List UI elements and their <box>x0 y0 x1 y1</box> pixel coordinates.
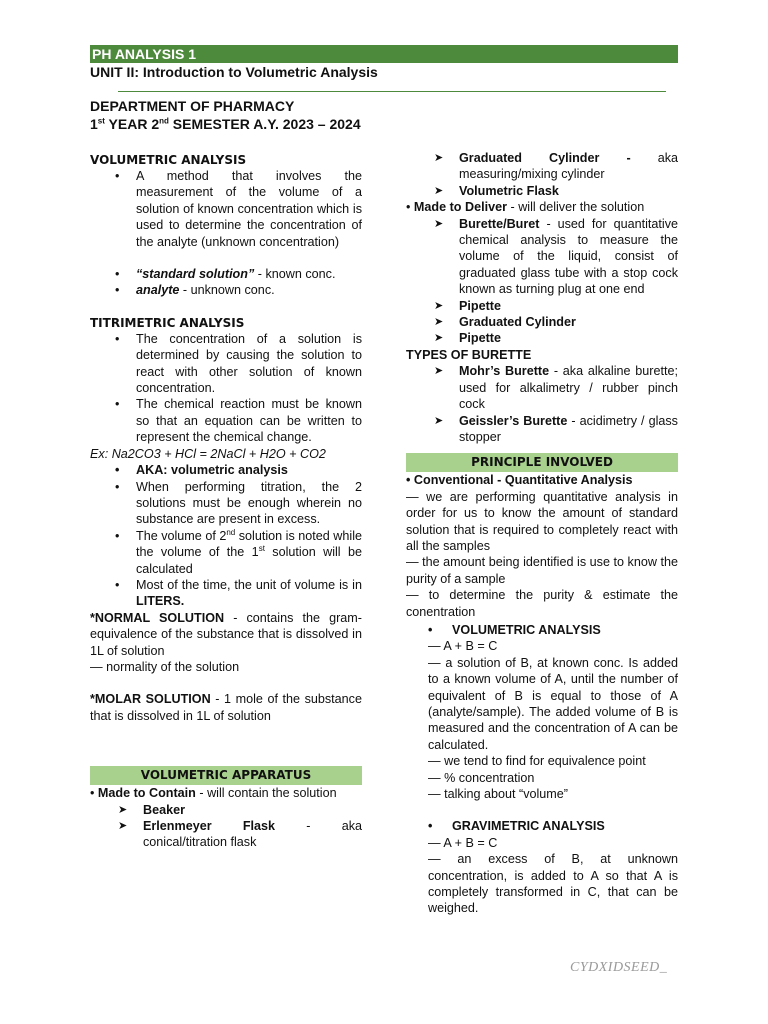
arrow-bullet-icon: ➤ <box>118 820 128 832</box>
volumetric-list <box>90 168 362 299</box>
department-name: DEPARTMENT OF PHARMACY <box>90 98 295 114</box>
list-item: • AKA: volumetric analysis <box>90 462 362 478</box>
department-block <box>90 97 361 133</box>
section-heading-volumetric: VOLUMETRIC ANALYSIS <box>90 153 247 167</box>
arrow-bullet-icon: ➤ <box>434 184 444 197</box>
list-item: • A method that involves the measurement of the volume of a solution of known concentration which is used to determine the concentration of the analyte (unknown concentration) <box>90 168 362 250</box>
conventional-line: — the amount being identified is use to know the purity of a sample <box>406 555 678 586</box>
conventional-line: — we are performing quantitative analysis in order for us to know the amount of standard solution that is required to completely react with all the samples <box>406 489 678 553</box>
arrow-bullet-icon: ➤ <box>434 332 444 345</box>
list-item: • The chemical reaction must be known so that an equation can be written to represent the chemical change. <box>90 396 362 445</box>
apparatus-item-erlenmeyer: ➤ Erlenmeyer Flask - aka conical/titration flask <box>118 819 363 850</box>
titrimetric-list <box>90 331 362 446</box>
burette-type-mohr: ➤ Mohr’s Burette - aka alkaline burette; used for alkalimetry / rubber pinch cock <box>434 364 678 412</box>
volumetric-line: — a solution of B, at known conc. Is added to a known volume of A, until the number of equivalent of B is equal to those of A (analyte/sample). The added volume of B is measured and the concentration of A can be calculated. <box>428 655 678 752</box>
volumetric-line: — we tend to find for equivalence point <box>428 754 646 769</box>
list-item: • analyte - unknown conc. <box>90 282 362 298</box>
left-column <box>90 152 362 851</box>
made-to-contain: • Made to Contain - will contain the solution <box>90 786 337 801</box>
apparatus-item-graduated-cylinder: ➤ Graduated Cylinder - aka measuring/mixing cylinder <box>434 151 679 182</box>
header-divider <box>118 91 666 92</box>
volumetric-equation: — A + B = C <box>428 639 498 654</box>
normal-solution-definition: *NORMAL SOLUTION - contains the gram-equivalence of the substance that is dissolved in 1L of solution <box>90 610 362 658</box>
apparatus-item-pipette: ➤ Pipette <box>434 298 501 313</box>
arrow-bullet-icon: ➤ <box>434 414 444 427</box>
arrow-bullet-icon: ➤ <box>118 803 128 816</box>
volumetric-line: — talking about “volume” <box>428 787 568 802</box>
unit-title: UNIT II: Introduction to Volumetric Analysis <box>90 64 378 80</box>
list-item: • The concentration of a solution is determined by causing the solution to react with other solution of known concentration. <box>90 331 362 397</box>
arrow-bullet-icon: ➤ <box>434 365 444 378</box>
list-item: • Most of the time, the unit of volume is in LITERS. <box>90 577 362 610</box>
arrow-bullet-icon: ➤ <box>434 217 444 230</box>
example-equation: Ex: Na2CO3 + HCl = 2NaCl + H2O + CO2 <box>90 446 326 461</box>
section-band-apparatus: VOLUMETRIC APPARATUS <box>90 766 362 785</box>
list-item: • “standard solution” - known conc. <box>90 266 362 282</box>
gravimetric-line: — an excess of B, at unknown concentration, is added to A so that A is completely transformed in C, that can be weighed. <box>428 852 678 916</box>
section-band-principle: PRINCIPLE INVOLVED <box>406 453 678 472</box>
volumetric-analysis-heading: • VOLUMETRIC ANALYSIS <box>406 622 678 638</box>
apparatus-item-graduated-cylinder-2: ➤ Graduated Cylinder <box>434 315 576 330</box>
year-semester: 1st YEAR 2nd SEMESTER A.Y. 2023 – 2024 <box>90 116 361 132</box>
apparatus-item-beaker: ➤ Beaker <box>118 802 186 817</box>
apparatus-item-pipette-2: ➤ Pipette <box>434 331 501 346</box>
gravimetric-analysis-heading: • GRAVIMETRIC ANALYSIS <box>406 818 678 834</box>
conventional-line: — to determine the purity & estimate the conentration <box>406 588 678 619</box>
course-title: PH ANALYSIS 1 <box>92 46 196 62</box>
apparatus-item-volumetric-flask: ➤ Volumetric Flask <box>434 183 559 198</box>
arrow-bullet-icon: ➤ <box>434 316 444 329</box>
made-to-deliver: • Made to Deliver - will deliver the solution <box>406 200 645 215</box>
apparatus-item-burette: ➤ Burette/Buret - used for quantitative chemical analysis to measure the volume of the liquid, consist of graduated glass tube with a stop cock known as turning plug at one end <box>434 216 678 297</box>
author-signature: CYDXIDSEED_ <box>570 960 668 975</box>
right-column <box>406 150 678 917</box>
arrow-bullet-icon: ➤ <box>434 152 444 164</box>
normal-solution-note: — normality of the solution <box>90 659 240 674</box>
list-item: • The volume of 2nd solution is noted while the volume of the 1st solution will be calculated <box>90 528 362 577</box>
gravimetric-equation: — A + B = C <box>428 835 498 850</box>
section-heading-titrimetric: TITRIMETRIC ANALYSIS <box>90 315 245 330</box>
volumetric-line: — % concentration <box>428 770 535 785</box>
course-title-bar <box>90 45 678 63</box>
list-item: • When performing titration, the 2 solutions must be enough wherein no substance are present in excess. <box>90 479 362 528</box>
burette-type-geissler: ➤ Geissler’s Burette - acidimetry / glass stopper <box>434 413 678 444</box>
types-of-burette-heading: TYPES OF BURETTE <box>406 347 532 362</box>
arrow-bullet-icon: ➤ <box>434 299 444 312</box>
molar-solution-definition: *MOLAR SOLUTION - 1 mole of the substance that is dissolved in 1L of solution <box>90 692 362 723</box>
conventional-heading: • Conventional - Quantitative Analysis <box>406 473 633 488</box>
